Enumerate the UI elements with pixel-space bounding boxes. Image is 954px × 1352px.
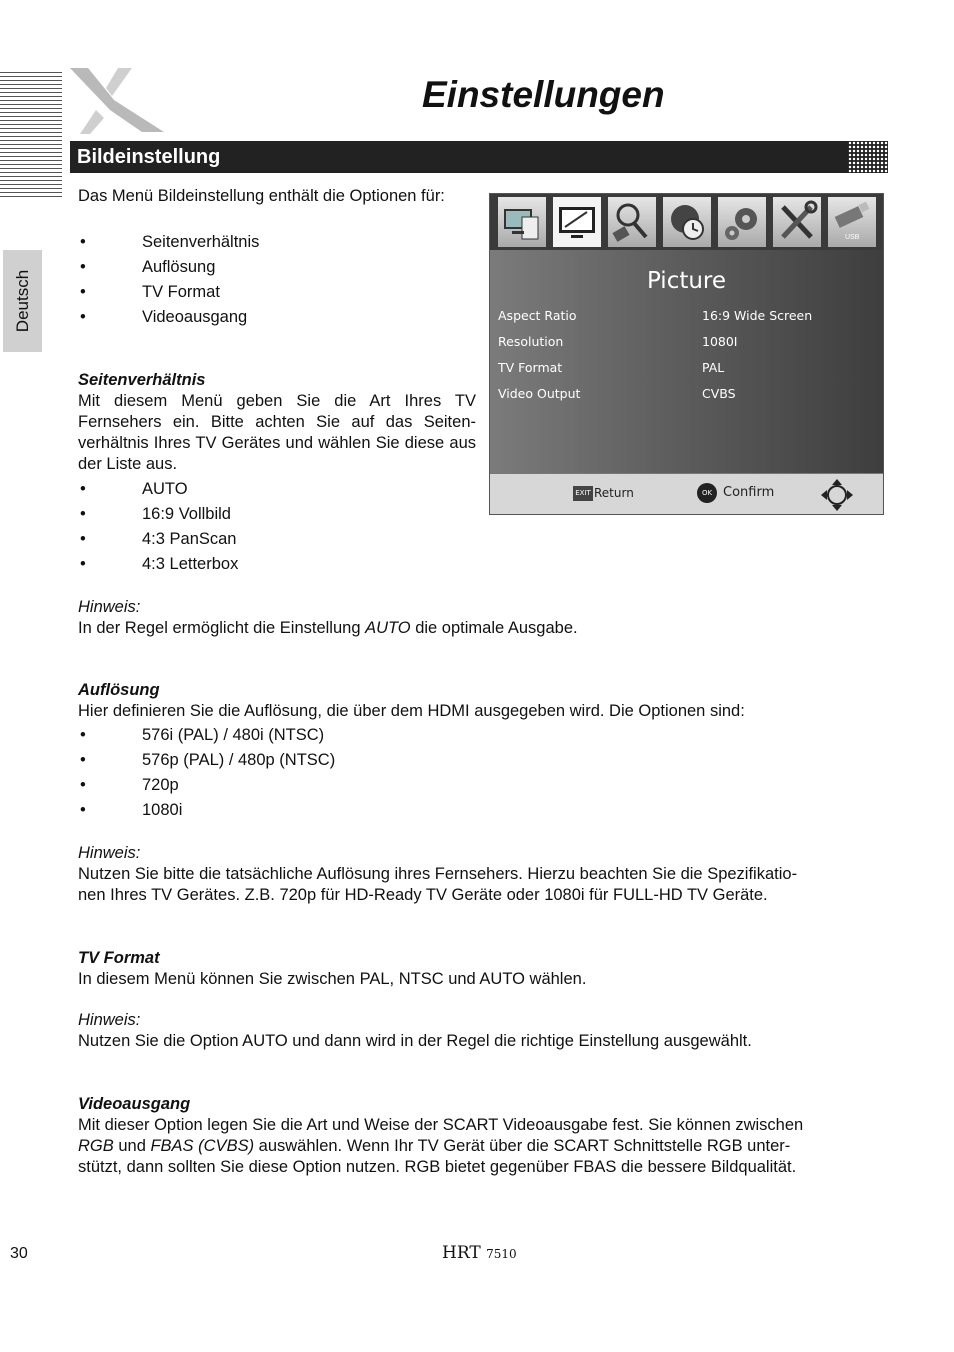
menu-row-aspect-ratio[interactable] [498,308,878,330]
menu-row-value: PAL [702,360,725,375]
note-emphasis: AUTO [365,619,411,637]
menu-row-value: 16:9 Wide Screen [702,308,813,323]
note-text-part: die optimale Ausgabe. [410,619,578,637]
usb-icon [828,197,876,247]
menu-row-video-output[interactable] [498,386,878,408]
list-item: • Auflösung [78,257,476,282]
list-item: • 576i (PAL) / 480i (NTSC) [78,725,578,750]
menu-row-tv-format[interactable] [498,360,878,382]
heading-aufloesung: Auflösung [78,681,160,699]
section-header [70,141,888,173]
intro-text: Das Menü Bildeinstellung enthält die Optionen für: [78,187,445,205]
heading-videoausgang: Videoausgang [78,1095,191,1113]
menu-row-label: TV Format [498,360,563,375]
exit-key-icon: EXIT [573,486,593,501]
seitenverhaeltnis-list [78,479,476,579]
globe-clock-icon [663,197,711,247]
list-item: • TV Format [78,282,476,307]
menu-title: Picture [646,268,727,294]
intro-list [78,232,476,332]
satellite-icon [608,197,656,247]
videoausgang-line: Mit dieser Option legen Sie die Art und Weise der SCART Videoausgabe fest. Sie können zwischen [78,1116,804,1134]
note-text-part: In der Regel ermöglicht die Einstellung [78,619,366,637]
menu-icon-bar [490,194,883,250]
aufloesung-list [78,725,578,825]
confirm-label: Confirm [723,485,775,500]
menu-footer [490,473,883,515]
language-tab-label: Deutsch [12,269,32,333]
note-label: Hinweis: [78,598,141,616]
text-emphasis: RGB [78,1137,114,1155]
usb-label: USB [845,234,860,241]
tvformat-text: In diesem Menü können Sie zwischen PAL, NTSC und AUTO wählen. [78,970,587,988]
note-label: Hinweis: [78,844,141,862]
language-tab [3,250,42,352]
return-label: Return [594,486,634,500]
model-name [442,1243,517,1263]
tools-icon [773,197,821,247]
menu-row-label: Resolution [498,334,564,349]
aufloesung-text: Hier definieren Sie die Auflösung, die über dem HDMI ausgegeben wird. Die Optionen sind: [78,702,745,720]
list-item: • Videoausgang [78,307,476,332]
decorative-stripes [0,72,62,198]
menu-row-value: CVBS [702,386,736,401]
seitenverhaeltnis-text: Mit diesem Menü geben Sie die Art Ihres TV Fernsehers ein. Bitte achten Sie auf das Seiten-verhältnis Ihres TV Gerätes und wählen Sie diese aus der Liste aus. [78,392,476,473]
list-item: • AUTO [78,479,476,504]
note-text [78,618,578,639]
menu-row-label: Aspect Ratio [498,308,577,323]
text-emphasis: FBAS (CVBS) [150,1137,255,1155]
videoausgang-line: stützt, dann sollten Sie diese Option nutzen. RGB bietet gegenüber FBAS die bessere Bildqualität. [78,1158,797,1176]
model-number: 7510 [486,1247,517,1261]
menu-row-resolution[interactable] [498,334,878,356]
heading-seitenverhaeltnis: Seitenverhältnis [78,371,206,389]
tv-menu-screenshot [489,193,884,515]
menu-row-label: Video Output [498,386,581,401]
picture-menu-panel [490,250,883,473]
list-item: • 576p (PAL) / 480p (NTSC) [78,750,578,775]
note-text: nen Ihres TV Gerätes. Z.B. 720p für HD-Ready TV Geräte oder 1080i für FULL-HD TV Geräte. [78,886,768,904]
text-part: und [113,1137,151,1155]
text-part: auswählen. Wenn Ihr TV Gerät über die SCART Schnittstelle RGB unter- [254,1137,791,1155]
list-item: • 720p [78,775,578,800]
ok-key-icon: OK [697,483,717,503]
note-label: Hinweis: [78,1011,141,1029]
videoausgang-line [78,1136,790,1157]
list-item: • 4:3 Letterbox [78,554,476,579]
navigation-arrows-icon [820,478,854,512]
menu-row-value: 1080I [702,334,738,349]
heading-tvformat: TV Format [78,949,160,967]
gears-icon [718,197,766,247]
picture-icon [553,197,601,247]
model-main: HRT [442,1243,481,1263]
brand-logo-icon [66,66,170,136]
list-item: • 1080i [78,800,578,825]
note-text: Nutzen Sie die Option AUTO und dann wird in der Regel die richtige Einstellung ausgewählt. [78,1032,752,1050]
section-title: Bildeinstellung [77,146,221,168]
list-item: • Seitenverhältnis [78,232,476,257]
tv-monitor-icon [498,197,546,247]
dot-pattern [848,141,888,173]
page-number: 30 [10,1245,28,1262]
note-text: Nutzen Sie bitte die tatsächliche Auflösung ihres Fernsehers. Hierzu beachten Sie die Spezifikatio- [78,865,798,883]
list-item: • 4:3 PanScan [78,529,476,554]
list-item: • 16:9 Vollbild [78,504,476,529]
page-title: Einstellungen [422,74,665,115]
